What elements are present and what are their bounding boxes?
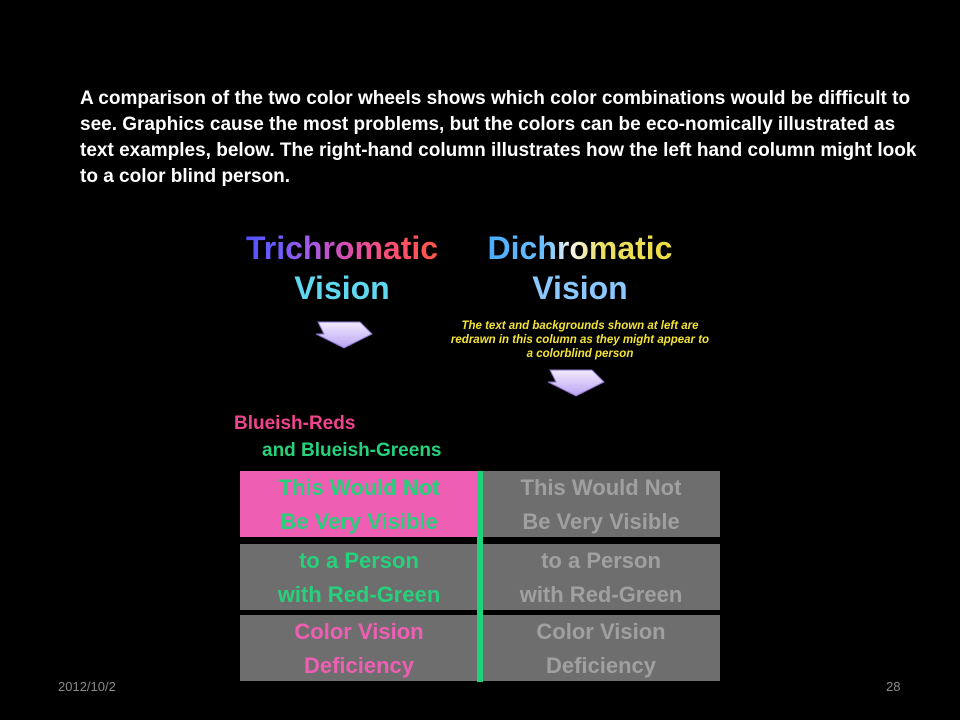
trichromatic-subtitle: Vision: [294, 270, 390, 306]
cell-text: This Would Not: [278, 475, 440, 500]
cell-text: with Red-Green: [519, 582, 683, 607]
trichromatic-heading: [232, 228, 452, 308]
cell-text: Be Very Visible: [522, 509, 680, 534]
down-arrow-icon: [312, 320, 374, 350]
colorblind-note: The text and backgrounds shown at left are redrawn in this column as they might appear to a colorblind person: [450, 320, 710, 360]
cell-text: Deficiency: [303, 653, 415, 678]
cell-text: to a Person: [541, 548, 661, 573]
cell-text: to a Person: [299, 548, 419, 573]
category-label-greens: and Blueish-Greens: [262, 440, 442, 461]
page-number: 28: [886, 679, 901, 694]
left-cell-1: [240, 471, 478, 537]
left-cell-3: [240, 615, 478, 681]
cell-text: Color Vision: [294, 619, 424, 644]
dichromatic-heading: [470, 228, 690, 308]
right-cell-1: [482, 471, 720, 537]
column-divider: [477, 471, 483, 682]
dichromatic-title: Dichromatic: [470, 228, 690, 268]
cell-text: This Would Not: [520, 475, 682, 500]
dichromatic-subtitle: Vision: [532, 270, 628, 306]
left-cell-2: [240, 544, 478, 610]
footer-date: 2012/10/2: [58, 679, 116, 694]
cell-text: Color Vision: [536, 619, 666, 644]
category-label-reds: Blueish-Reds: [234, 413, 356, 434]
down-arrow-icon: [544, 368, 606, 398]
trichromatic-title: Trichromatic: [232, 228, 452, 268]
right-cell-3: [482, 615, 720, 681]
right-cell-2: [482, 544, 720, 610]
cell-text: Deficiency: [545, 653, 657, 678]
cell-text: Be Very Visible: [280, 509, 438, 534]
intro-paragraph: A comparison of the two color wheels shows which color combinations would be difficult to see. Graphics cause the most problems, but the colors can be eco-nomically illustrated as text examples, below. The right-hand column illustrates how the left hand column might look to a color blind person.: [80, 88, 917, 187]
cell-text: with Red-Green: [277, 582, 441, 607]
